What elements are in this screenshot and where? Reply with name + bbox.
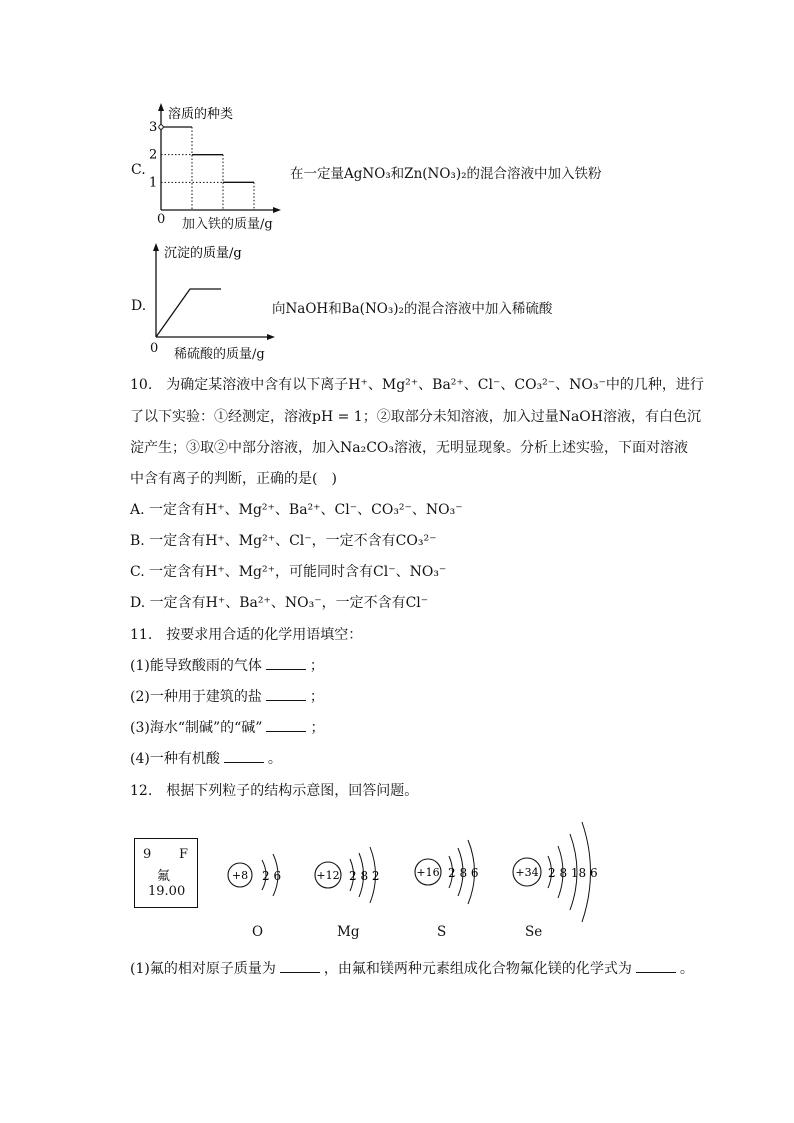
answer-blank[interactable] [266,688,306,701]
shell-electrons: 2 8 6 [448,866,479,880]
nucleus-charge: +16 [416,866,440,879]
element-name: 氟 [157,869,171,884]
q12-sub1-part-a: (1)氟的相对原子质量为 [130,961,276,977]
q10-option-d: D. 一定含有H⁺、Ba²⁺、NO₃⁻，一定不含有Cl⁻ [130,595,429,611]
atom-diagram-mg [305,825,415,925]
option-d-description: 向NaOH和Ba(NO₃)₂的混合溶液中加入稀硫酸 [272,301,553,317]
element-card-fluorine [134,838,198,908]
answer-blank[interactable] [266,719,306,732]
q12-sub1-part-c: 。 [679,961,694,977]
shell-electrons: 2 6 [262,869,282,883]
q12-stem: 12. 根据下列粒子的结构示意图，回答问题。 [130,783,419,799]
answer-blank[interactable] [280,960,320,973]
atom-diagram-se [498,810,618,930]
atom-label-se: Se [525,924,543,940]
q11-item-4 [130,748,282,768]
q10-option-a: A. 一定含有H⁺、Mg²⁺、Ba²⁺、Cl⁻、CO₃²⁻、NO₃⁻ [130,502,463,518]
shell-electrons: 2 8 2 [349,869,380,883]
element-mass: 19.00 [148,884,186,899]
answer-blank[interactable] [636,960,676,973]
nucleus-charge: +8 [231,869,249,882]
x-axis-label: 稀硫酸的质量/g [174,347,265,362]
y-tick-label: 2 [149,147,158,163]
q10-option-c: C. 一定含有H⁺、Mg²⁺，可能同时含有Cl⁻、NO₃⁻ [130,564,447,580]
element-number: 9 [143,847,152,862]
nucleus-charge: +34 [515,866,539,879]
step-chart [140,100,290,230]
q11-item-1-text: (1)能导致酸雨的气体 [130,658,262,674]
q11-item-2-text: (2)一种用于建筑的盐 [130,689,262,705]
q11-stem: 11. 按要求用合适的化学用语填空： [130,627,363,643]
element-symbol: F [179,847,189,862]
option-c-origin: 0 [157,212,166,227]
y-axis-label: 沉淀的质量/g [164,246,242,261]
q11-item-4-tail: 。 [267,751,282,767]
q11-item-2-tail: ； [309,689,324,705]
option-d-origin: 0 [150,341,159,356]
x-axis-arrow-icon [273,207,281,213]
open-point [159,125,163,129]
option-d-letter: D. [131,298,147,314]
q12-sub1-part-b: ，由氟和镁两种元素组成化合物氟化镁的化学式为 [323,961,632,977]
nucleus-charge: +12 [316,869,340,882]
q10-line-3: 淀产生；③取②中部分溶液，加入Na₂CO₃溶液，无明显现象。分析上述实验，下面对溶液 [130,440,689,456]
q11-item-3-text: (3)海水“制碱”的“碱” [130,720,263,736]
atom-label-mg: Mg [337,924,360,940]
precipitate-curve [156,289,221,337]
q11-item-1-tail: ； [309,658,324,674]
q11-item-1 [130,655,324,675]
y-axis-label: 溶质的种类 [168,107,234,122]
q11-item-4-text: (4)一种有机酸 [130,751,220,767]
q10-option-b: B. 一定含有H⁺、Mg²⁺、Cl⁻，一定不含有CO₃²⁻ [130,533,437,549]
q11-item-2 [130,686,324,706]
step-chart-plot [149,120,254,210]
q11-item-3-tail: ； [310,720,325,736]
answer-blank[interactable] [266,657,306,670]
option-c-description: 在一定量AgNO₃和Zn(NO₃)₂的混合溶液中加入铁粉 [290,166,602,182]
y-axis-arrow-icon [158,103,164,111]
y-tick-label: 3 [149,120,158,135]
y-tick-label: 1 [149,175,158,191]
y-axis-arrow-icon [153,243,159,251]
atom-label-s: S [437,924,447,940]
x-axis-arrow-icon [267,334,275,340]
q10-line-2: 了以下实验：①经测定，溶液pH = 1；②取部分未知溶液，加入过量NaOH溶液，有白色沉 [130,409,701,425]
precipitate-chart [143,240,283,350]
q11-item-3 [130,717,324,737]
q10-line-4: 中含有离子的判断，正确的是( ) [130,471,337,487]
x-axis-label: 加入铁的质量/g [182,217,273,232]
shell-electrons: 2 8 18 6 [548,866,598,880]
q12-subquestion-1 [130,958,694,978]
atom-label-o: O [252,924,264,940]
option-c-letter: C. [131,162,146,178]
q10-line-1: 10. 为确定某溶液中含有以下离子H⁺、Mg²⁺、Ba²⁺、Cl⁻、CO₃²⁻、NO₃⁻中的几种，进行 [130,377,704,393]
answer-blank[interactable] [224,750,264,763]
